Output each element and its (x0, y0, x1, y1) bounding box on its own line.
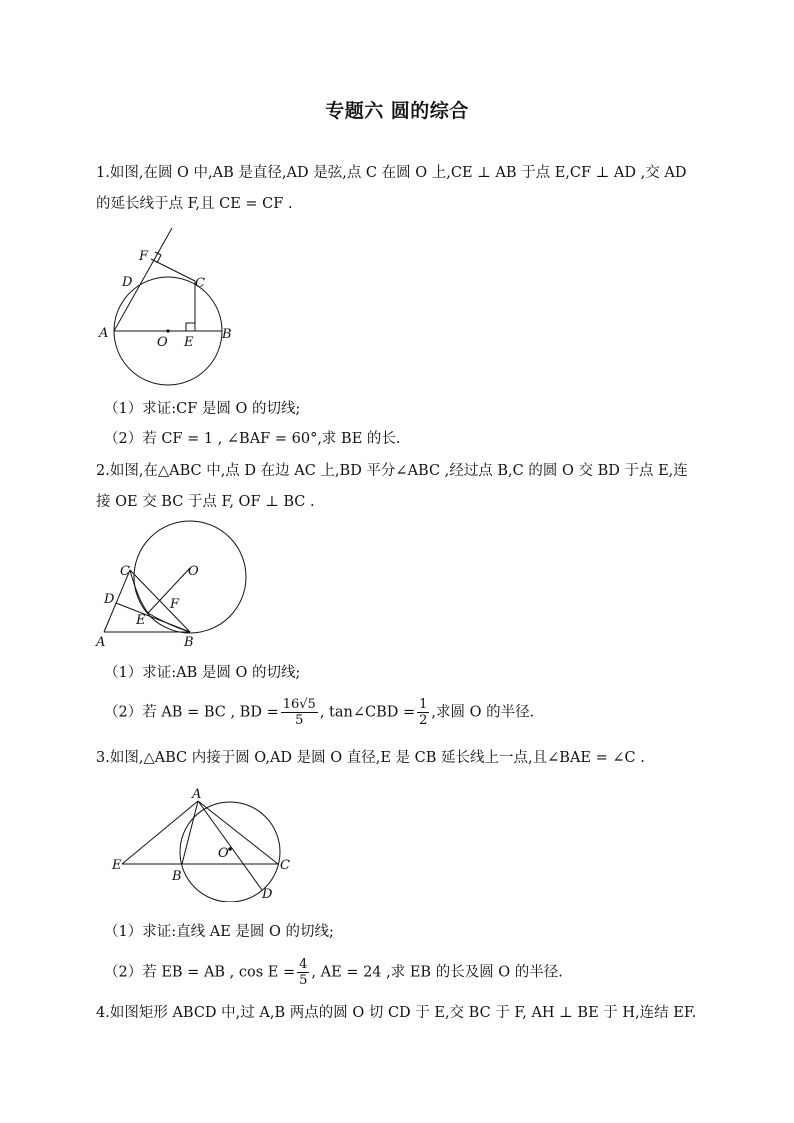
label-a: A (99, 326, 109, 341)
center-dot (166, 329, 169, 332)
label-d: D (122, 275, 133, 290)
problem-2-figure (90, 520, 260, 652)
label-o: O (188, 564, 199, 579)
side-ac (198, 801, 278, 864)
tangent-ae (122, 801, 198, 864)
problem-3-question-2 (104, 957, 563, 988)
arc-ce (130, 570, 148, 613)
label-c: C (195, 276, 205, 291)
label-c: C (280, 858, 290, 873)
label-c: C (120, 564, 130, 579)
label-b: B (222, 327, 232, 342)
problem-2-statement-line1: 2.如图,在△ABC 中,点 D 在边 AC 上,BD 平分∠ABC ,经过点 B,C 的圆 O 交 BD 于点 E,连 (96, 463, 688, 479)
q2-suffix: ,求圆 O 的半径. (431, 704, 535, 721)
label-f: F (170, 597, 180, 612)
label-a: A (192, 787, 202, 802)
fraction-cos-numerator: 4 (299, 957, 308, 972)
problem-1-figure (96, 222, 256, 390)
fraction-tan-numerator: 1 (419, 697, 428, 712)
label-f: F (139, 249, 149, 264)
problem-1-question-2: （2）若 CF = 1 , ∠BAF = 60°,求 BE 的长. (104, 431, 401, 447)
q2-prefix: （2）若 AB = BC , BD = (104, 704, 279, 721)
fraction-cos (297, 957, 309, 988)
fraction-tan (417, 697, 429, 728)
label-b: B (172, 869, 182, 884)
segment-oe (148, 568, 190, 613)
q2-mid: , tan∠CBD = (319, 704, 416, 721)
label-o: O (218, 846, 229, 861)
label-b: B (184, 635, 194, 650)
problem-1-statement-line2: 的延长线于点 F,且 CE = CF . (96, 196, 293, 212)
label-d: D (104, 592, 115, 607)
label-o: O (157, 335, 168, 350)
label-e: E (184, 335, 194, 350)
right-angle-e (186, 323, 195, 331)
label-e: E (112, 858, 122, 873)
problem-1-statement-line1: 1.如图,在圆 O 中,AB 是直径,AD 是弦,点 C 在圆 O 上,CE ⊥ AB 于点 E,CF ⊥ AD ,交 AD (96, 165, 687, 181)
fraction-tan-denominator: 2 (419, 713, 428, 728)
problem-4-statement: 4.如图矩形 ABCD 中,过 A,B 两点的圆 O 切 CD 于 E,交 BC 于 F, AH ⊥ BE 于 H,连结 EF. (96, 1005, 697, 1021)
center-dot (228, 847, 232, 851)
page-title: 专题六 圆的综合 (325, 100, 469, 122)
fraction-bd-denominator: 5 (295, 713, 304, 728)
label-e: E (136, 613, 146, 628)
fraction-bd-numerator: 16√5 (282, 697, 316, 712)
problem-3-statement: 3.如图,△ABC 内接于圆 O,AD 是圆 O 直径,E 是 CB 延长线上一点,且∠BAE = ∠C . (96, 750, 645, 766)
problem-3-question-1: （1）求证:直线 AE 是圆 O 的切线; (104, 924, 334, 940)
q2-prefix: （2）若 EB = AB , cos E = (104, 964, 296, 981)
fraction-cos-denominator: 5 (299, 973, 308, 988)
problem-2-statement-line2: 接 OE 交 BC 于点 F, OF ⊥ BC . (96, 494, 315, 510)
q2-suffix: , AE = 24 ,求 EB 的长及圆 O 的半径. (311, 964, 563, 981)
problem-1-question-1: （1）求证:CF 是圆 O 的切线; (104, 401, 301, 417)
label-d: D (262, 887, 273, 902)
label-a: A (96, 635, 106, 650)
problem-2-question-2 (104, 697, 534, 728)
problem-3-figure (108, 786, 308, 902)
fraction-bd (281, 697, 318, 728)
diameter-ad (198, 801, 262, 890)
problem-2-question-1: （1）求证:AB 是圆 O 的切线; (104, 665, 301, 681)
